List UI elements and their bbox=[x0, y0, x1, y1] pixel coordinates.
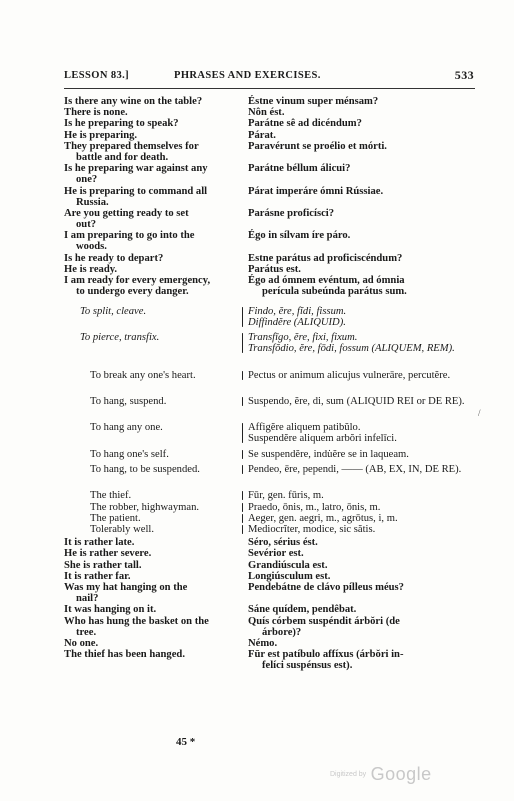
latin-line: Findo, ĕre, fĭdi, fissum. bbox=[248, 305, 347, 317]
english-line: To pierce, transfix. bbox=[80, 332, 160, 343]
english-line: They prepared themselves for bbox=[64, 140, 199, 152]
latin-translation bbox=[248, 649, 474, 671]
latin-line: Paravérunt se proélio et mórti. bbox=[248, 140, 387, 152]
english-line: The patient. bbox=[90, 512, 141, 524]
latin-translation bbox=[248, 537, 474, 548]
english-continuation: tree. bbox=[76, 626, 97, 638]
latin-line: Pendeo, ēre, pependi, —— (AB, EX, IN, DE RE). bbox=[248, 464, 462, 475]
english-line: Are you getting ready to set bbox=[64, 208, 189, 219]
latin-translation bbox=[248, 230, 474, 241]
english-line: Who has hung the basket on the bbox=[64, 615, 209, 627]
latin-line: Pendebátne de clávo pílleus méus? bbox=[248, 582, 404, 593]
english-line: He is preparing. bbox=[64, 129, 138, 141]
english-phrase bbox=[64, 638, 242, 649]
latin-line: Nôn ést. bbox=[248, 107, 285, 119]
english-phrase bbox=[64, 253, 242, 264]
latin-translation bbox=[248, 163, 474, 174]
english-continuation: Russia. bbox=[76, 196, 109, 208]
english-line: There is none. bbox=[64, 107, 128, 119]
english-line: Tolerably well. bbox=[90, 524, 154, 535]
english-phrase bbox=[64, 275, 242, 297]
latin-continuation: felíci suspénsus est). bbox=[262, 660, 353, 672]
latin-line: Némo. bbox=[248, 638, 278, 649]
latin-translation bbox=[248, 571, 474, 582]
english-line: He is ready. bbox=[64, 264, 118, 275]
english-phrase bbox=[64, 186, 242, 208]
english-line: No one. bbox=[64, 638, 99, 649]
latin-line: Suspendo, ĕre, di, sum (ALIQUID REI or DE RE). bbox=[248, 396, 465, 407]
latin-continuation: Suspendĕre aliquem arbŏri infelīci. bbox=[248, 433, 397, 445]
latin-translation bbox=[248, 275, 474, 297]
english-line: It was hanging on it. bbox=[64, 604, 157, 616]
latin-translation bbox=[248, 186, 474, 197]
latin-line: Mediocrĭter, modice, sic sătis. bbox=[248, 524, 376, 535]
latin-line: Sevérior est. bbox=[248, 548, 304, 560]
latin-translation bbox=[248, 449, 474, 460]
latin-line: Grandiúscula est. bbox=[248, 559, 328, 571]
english-line: Was my hat hanging on the bbox=[64, 582, 188, 593]
header-rule bbox=[64, 88, 475, 89]
lesson-label: LESSON 83.] bbox=[64, 70, 130, 81]
latin-line: Párat. bbox=[248, 129, 276, 141]
english-phrase bbox=[64, 208, 242, 230]
english-phrase bbox=[64, 163, 242, 185]
signature-mark: 45 * bbox=[176, 736, 196, 748]
latin-translation bbox=[248, 332, 474, 354]
latin-line: Séro, sérius ést. bbox=[248, 537, 318, 549]
english-line: Is there any wine on the table? bbox=[64, 96, 203, 107]
latin-line: Parásne proficísci? bbox=[248, 208, 335, 219]
latin-translation bbox=[248, 560, 474, 571]
latin-line: Fūr, gen. fūris, m. bbox=[248, 490, 324, 502]
latin-continuation: Diffindĕre (ALIQUID). bbox=[248, 316, 346, 328]
page-number: 533 bbox=[454, 68, 474, 82]
latin-line: Transfīgo, ĕre, fixi, fixum. bbox=[248, 332, 358, 343]
english-phrase bbox=[64, 141, 242, 163]
latin-line: Pectus or animum alicujus vulnerāre, percutĕre. bbox=[248, 369, 451, 381]
english-phrase bbox=[80, 332, 258, 343]
english-line: To split, cleave. bbox=[80, 305, 147, 317]
latin-translation bbox=[248, 502, 474, 513]
english-line: Is he preparing to speak? bbox=[64, 118, 179, 130]
english-continuation: woods. bbox=[76, 241, 107, 253]
english-phrase bbox=[64, 548, 242, 559]
english-line: The thief has been hanged. bbox=[64, 649, 185, 661]
latin-translation bbox=[248, 524, 474, 535]
latin-continuation: árbore)? bbox=[262, 626, 302, 638]
google-watermark bbox=[330, 764, 432, 785]
latin-line: Parátus est. bbox=[248, 264, 301, 275]
english-line: The robber, highwayman. bbox=[90, 501, 200, 513]
latin-line: Párat imperáre ómni Rússiae. bbox=[248, 185, 384, 197]
english-phrase bbox=[64, 604, 242, 615]
english-line: To break any one's heart. bbox=[90, 369, 196, 381]
watermark-logo: Google bbox=[370, 764, 432, 784]
latin-translation bbox=[248, 208, 474, 219]
latin-translation bbox=[248, 141, 474, 152]
english-line: It is rather late. bbox=[64, 537, 135, 549]
english-continuation: one? bbox=[76, 174, 98, 186]
latin-translation bbox=[248, 96, 474, 107]
english-line: To hang, to be suspended. bbox=[90, 464, 200, 475]
latin-translation bbox=[248, 548, 474, 559]
english-line: Is he ready to depart? bbox=[64, 252, 164, 264]
english-continuation: to undergo every danger. bbox=[76, 286, 189, 298]
latin-translation bbox=[248, 118, 474, 129]
latin-line: Sáne quídem, pendêbat. bbox=[248, 604, 357, 616]
english-line: It is rather far. bbox=[64, 570, 131, 582]
english-phrase bbox=[64, 230, 242, 252]
english-continuation: out? bbox=[76, 219, 97, 230]
latin-line: Se suspendĕre, indu̇ĕre se in laqueam. bbox=[248, 448, 409, 460]
english-line: I am preparing to go into the bbox=[64, 230, 195, 242]
latin-line: Affigĕre aliquem patibŭlo. bbox=[248, 422, 361, 434]
latin-translation bbox=[248, 264, 474, 275]
latin-line: Égo ad ómnem evéntum, ad ómnia bbox=[248, 275, 405, 287]
english-phrase bbox=[64, 118, 242, 129]
latin-line: Estne parátus ad proficiscéndum? bbox=[248, 252, 403, 264]
latin-continuation: Transfŏdio, ĕre, fōdi, fossum (ALIQUEM, REM). bbox=[248, 343, 455, 354]
english-line: To hang, suspend. bbox=[90, 396, 167, 407]
english-phrase bbox=[64, 107, 242, 118]
latin-line: Longiúsculum est. bbox=[248, 570, 331, 582]
latin-translation bbox=[248, 396, 474, 407]
latin-line: Fūr est patíbulo affíxus (árbŏri in- bbox=[248, 649, 404, 661]
english-line: He is preparing to command all bbox=[64, 185, 208, 197]
latin-line: Égo in sílvam íre páro. bbox=[248, 230, 351, 242]
latin-line: Éstne vinum super ménsam? bbox=[248, 96, 379, 107]
english-phrase bbox=[64, 264, 242, 275]
margin-mark: / bbox=[478, 408, 481, 418]
latin-translation bbox=[248, 604, 474, 615]
latin-translation bbox=[248, 370, 474, 381]
english-line: To hang any one. bbox=[90, 422, 163, 434]
english-phrase bbox=[80, 306, 258, 317]
english-phrase bbox=[64, 616, 242, 638]
latin-continuation: perícula subeúnda parátus sum. bbox=[262, 286, 407, 298]
english-line: The thief. bbox=[90, 490, 132, 502]
latin-translation bbox=[248, 513, 474, 524]
english-line: I am ready for every emergency, bbox=[64, 275, 211, 287]
english-phrase bbox=[64, 571, 242, 582]
english-phrase bbox=[64, 96, 242, 107]
latin-line: Parátne sê ad dicéndum? bbox=[248, 118, 362, 130]
english-line: She is rather tall. bbox=[64, 559, 142, 571]
latin-line: Aeger, gen. aegri, m., agrōtus, i, m. bbox=[248, 512, 398, 524]
latin-translation bbox=[248, 638, 474, 649]
latin-line: Praedo, ōnis, m., latro, ōnis, m. bbox=[248, 501, 381, 513]
latin-translation bbox=[248, 490, 474, 501]
latin-translation bbox=[248, 107, 474, 118]
latin-translation bbox=[248, 253, 474, 264]
latin-line: Quís córbem suspéndit árbŏri (de bbox=[248, 615, 400, 627]
english-phrase bbox=[64, 130, 242, 141]
english-phrase bbox=[64, 582, 242, 604]
latin-line: Parátne béllum álicui? bbox=[248, 163, 351, 175]
english-line: Is he preparing war against any bbox=[64, 163, 208, 175]
watermark-prefix: Digitized by bbox=[330, 771, 367, 778]
header-title: PHRASES AND EXERCISES. bbox=[174, 70, 321, 81]
english-phrase bbox=[64, 560, 242, 571]
english-continuation: battle and for death. bbox=[76, 151, 169, 163]
english-line: He is rather severe. bbox=[64, 548, 152, 560]
english-phrase bbox=[64, 649, 242, 660]
latin-translation bbox=[248, 616, 474, 638]
latin-translation bbox=[248, 130, 474, 141]
english-phrase bbox=[64, 537, 242, 548]
latin-translation bbox=[248, 582, 474, 593]
latin-translation bbox=[248, 464, 474, 475]
latin-translation bbox=[248, 306, 474, 328]
latin-translation bbox=[248, 422, 474, 444]
english-continuation: nail? bbox=[76, 593, 99, 604]
english-line: To hang one's self. bbox=[90, 448, 169, 460]
